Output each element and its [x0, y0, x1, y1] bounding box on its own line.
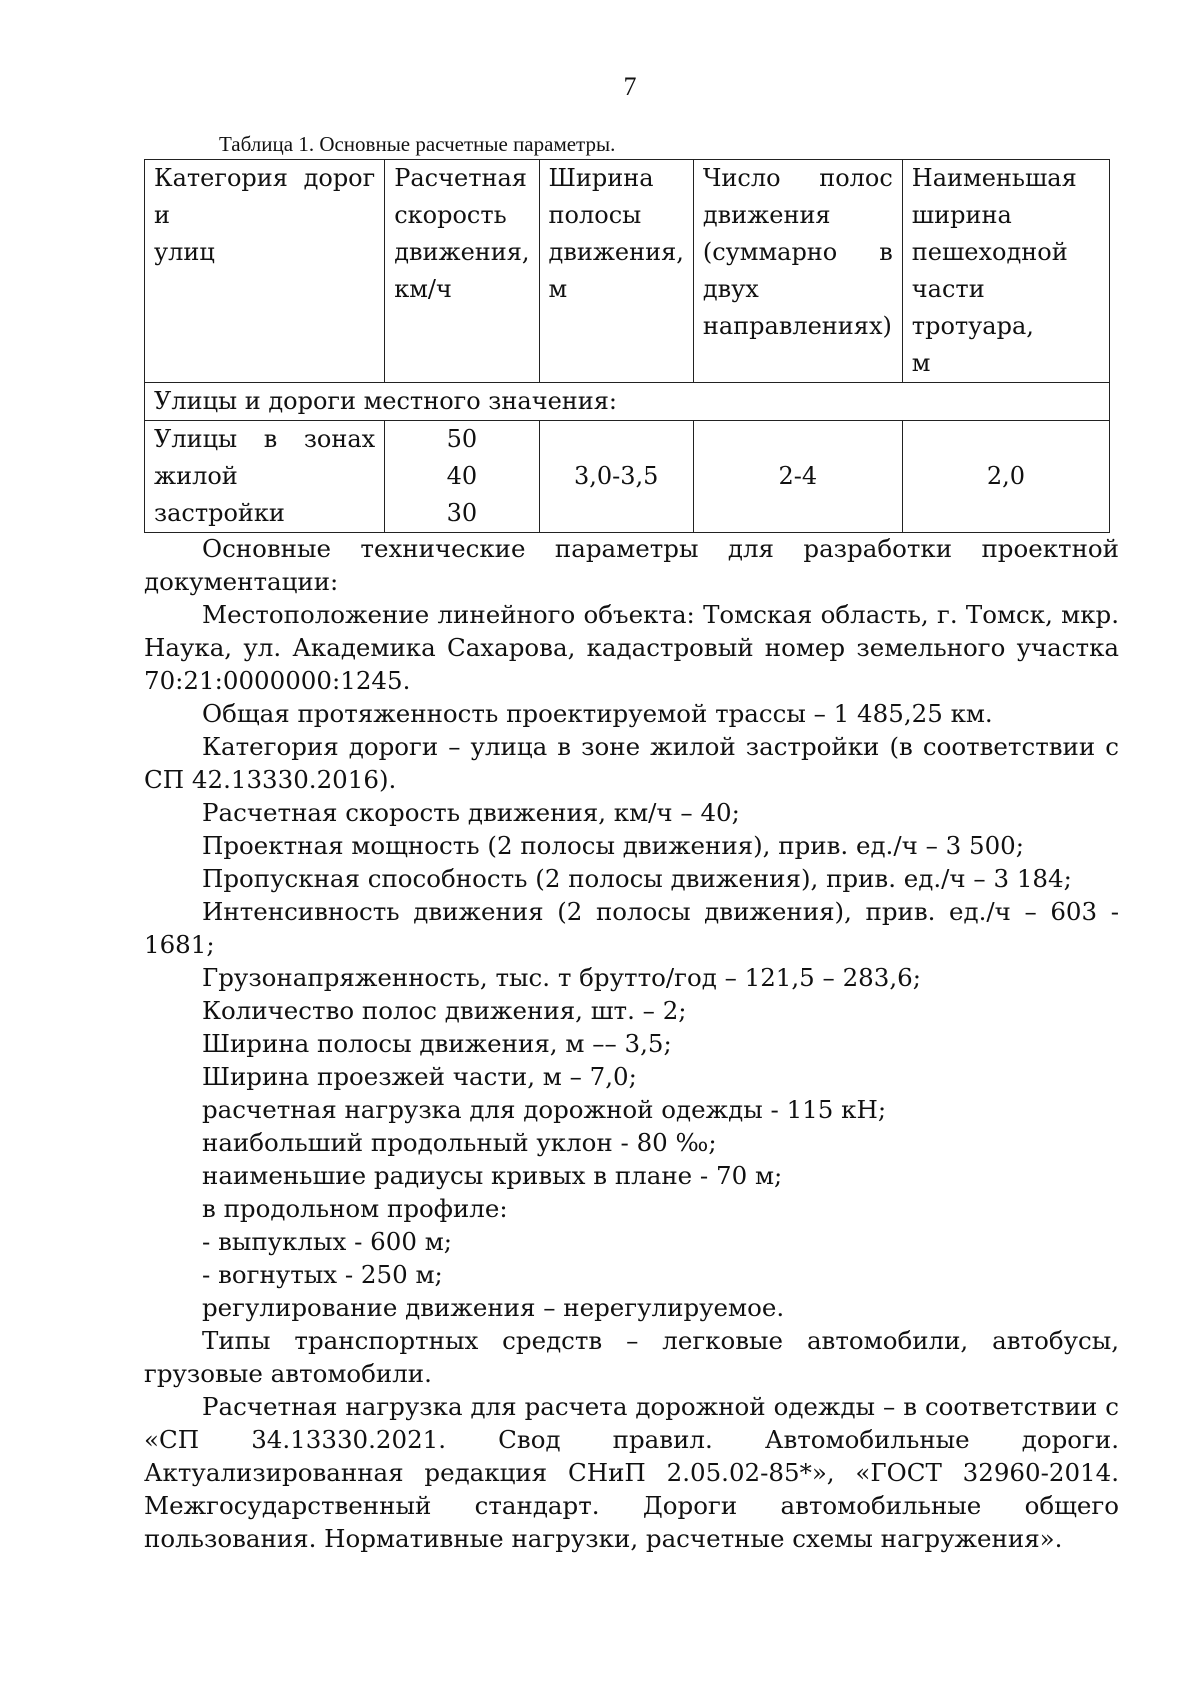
body-text — [144, 532, 1119, 1555]
cell-category: Улицы в зонах жилой застройки — [145, 421, 385, 533]
parameters-table — [144, 159, 1110, 533]
header-lane-width: Ширина полосы движения, м — [539, 160, 693, 383]
header-speed: Расчетная скорость движения, км/ч — [385, 160, 539, 383]
cell-speeds: 50 40 30 — [385, 421, 539, 533]
header-category: Категория дорог и улиц — [145, 160, 385, 383]
cell-lane-width: 3,0-3,5 — [539, 421, 693, 533]
paragraph: Типы транспортных средств – легковые автомобили, автобусы, грузовые автомобили. — [144, 1326, 1119, 1388]
table-caption: Таблица 1. Основные расчетные параметры. — [219, 132, 616, 156]
page-number: 7 — [623, 72, 637, 101]
paragraph: Интенсивность движения (2 полосы движения), прив. ед./ч – 603 - 1681; — [144, 897, 1119, 959]
paragraph: Общая протяженность проектируемой трассы – 1 485,25 км. — [202, 699, 993, 728]
paragraph: в продольном профиле: — [202, 1194, 508, 1223]
header-lanes: Число полос движения (суммарно в двух направлениях) — [693, 160, 902, 383]
paragraph: Расчетная нагрузка для расчета дорожной одежды – в соответствии с «СП 34.13330.2021. Свод правил. Автомобильные дороги. Актуализированная редакция СНиП 2.05.02-85*», «ГОСТ 32960-2014. Межгосударственный стандарт. Дороги автомобильные общего пользования. Нормативные нагрузки, расчетные схемы нагружения». — [144, 1392, 1119, 1553]
paragraph: наибольший продольный уклон - 80 ‰; — [202, 1128, 717, 1157]
paragraph: Категория дороги – улица в зоне жилой застройки (в соответствии с СП 42.13330.2016). — [144, 732, 1119, 794]
paragraph: Ширина проезжей части, м – 7,0; — [202, 1062, 637, 1091]
section-title: Улицы и дороги местного значения: — [145, 383, 1110, 421]
paragraph: Количество полос движения, шт. – 2; — [202, 996, 687, 1025]
paragraph: Местоположение линейного объекта: Томская область, г. Томск, мкр. Наука, ул. Академика Сахарова, кадастровый номер земельного участка 70:21:0000000:1245. — [144, 600, 1119, 695]
paragraph: Ширина полосы движения, м –– 3,5; — [202, 1029, 672, 1058]
paragraph: регулирование движения – нерегулируемое. — [202, 1293, 785, 1322]
paragraph: расчетная нагрузка для дорожной одежды - 115 кН; — [202, 1095, 887, 1124]
paragraph: Пропускная способность (2 полосы движения), прив. ед./ч – 3 184; — [202, 864, 1072, 893]
table-row — [145, 421, 1110, 533]
paragraph: - вогнутых - 250 м; — [202, 1260, 443, 1289]
table-section-row — [145, 383, 1110, 421]
paragraph: Основные технические параметры для разработки проектной документации: — [144, 534, 1119, 596]
paragraph: наименьшие радиусы кривых в плане - 70 м; — [202, 1161, 783, 1190]
cell-lanes: 2-4 — [693, 421, 902, 533]
cell-sidewalk: 2,0 — [902, 421, 1109, 533]
paragraph: Проектная мощность (2 полосы движения), прив. ед./ч – 3 500; — [202, 831, 1024, 860]
header-sidewalk: Наименьшая ширина пешеходной части тротуара, м — [902, 160, 1109, 383]
paragraph: Расчетная скорость движения, км/ч – 40; — [202, 798, 740, 827]
paragraph: Грузонапряженность, тыс. т брутто/год – 121,5 – 283,6; — [202, 963, 921, 992]
paragraph: - выпуклых - 600 м; — [202, 1227, 453, 1256]
table-header-row — [145, 160, 1110, 383]
